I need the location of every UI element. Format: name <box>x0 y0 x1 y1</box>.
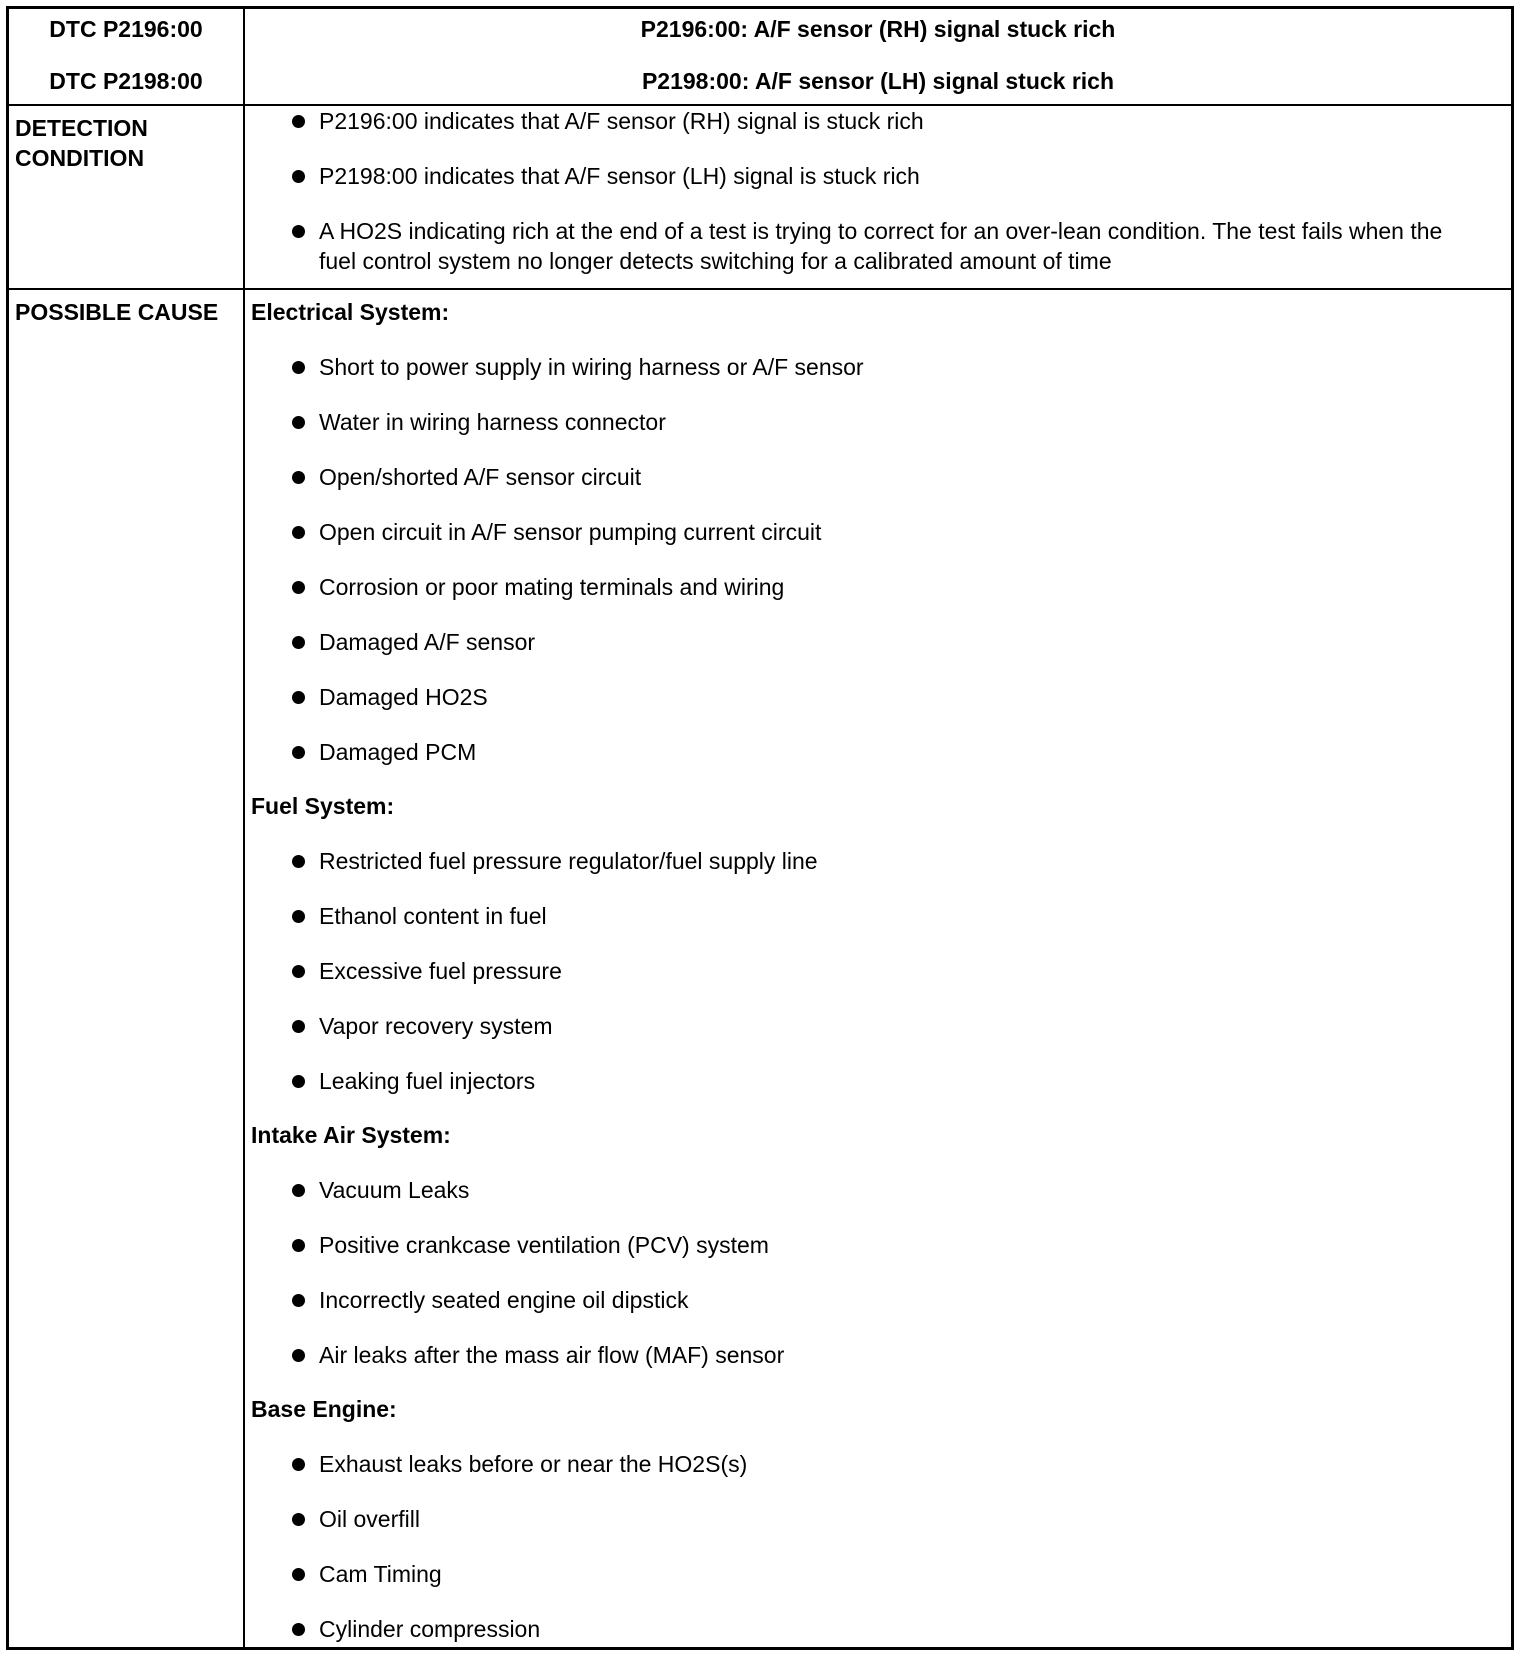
bullet-icon <box>292 746 305 759</box>
cause-item-text: Leaking fuel injectors <box>319 1068 536 1094</box>
cause-item-text: Damaged A/F sensor <box>319 629 536 655</box>
bullet-icon <box>292 636 305 649</box>
cause-item <box>245 956 1511 986</box>
cause-list <box>245 352 1511 767</box>
bullet-icon <box>292 581 305 594</box>
detection-condition-content <box>245 106 1511 288</box>
cause-item <box>245 737 1511 767</box>
bullet-icon <box>292 1458 305 1471</box>
cause-item <box>245 1559 1511 1589</box>
detection-list <box>245 106 1511 276</box>
cause-item <box>245 407 1511 437</box>
cause-item <box>245 352 1511 382</box>
cause-item-text: Restricted fuel pressure regulator/fuel supply line <box>319 848 818 874</box>
cause-group-title: Intake Air System: <box>251 1122 451 1148</box>
bullet-icon <box>292 1568 305 1581</box>
cause-item <box>245 1011 1511 1041</box>
cause-item <box>245 846 1511 876</box>
cause-list <box>245 846 1511 1096</box>
cause-item-text: Vapor recovery system <box>319 1013 553 1039</box>
bullet-icon <box>292 855 305 868</box>
detection-condition-row <box>9 106 1511 288</box>
cause-item <box>245 572 1511 602</box>
cause-item-text: Water in wiring harness connector <box>319 409 666 435</box>
cause-item <box>245 1340 1511 1370</box>
detection-condition-label-cell <box>9 106 243 288</box>
cause-item <box>245 1449 1511 1479</box>
cause-item-text: Damaged PCM <box>319 739 477 765</box>
cause-item <box>245 1230 1511 1260</box>
possible-cause-content <box>245 290 1511 1647</box>
cause-item-text: Cam Timing <box>319 1561 442 1587</box>
detection-label-line: DETECTION <box>15 115 148 141</box>
dtc-table <box>6 6 1514 1650</box>
dtc-title: P2196:00: A/F sensor (RH) signal stuck rich <box>640 16 1116 42</box>
bullet-icon <box>292 225 305 238</box>
possible-cause-groups <box>245 290 1511 1644</box>
bullet-icon <box>292 1075 305 1088</box>
detection-item <box>245 161 1511 191</box>
cause-item-text: Incorrectly seated engine oil dipstick <box>319 1287 689 1313</box>
cause-item-text: Oil overfill <box>319 1506 420 1532</box>
cause-item <box>245 462 1511 492</box>
bullet-icon <box>292 1349 305 1362</box>
bullet-icon <box>292 361 305 374</box>
detection-label-line: CONDITION <box>15 145 145 171</box>
possible-cause-label: POSSIBLE CAUSE <box>15 299 219 325</box>
cause-list <box>245 1449 1511 1644</box>
dtc-code: DTC P2196:00 <box>49 16 203 42</box>
cause-item <box>245 1285 1511 1315</box>
bullet-icon <box>292 170 305 183</box>
bullet-icon <box>292 115 305 128</box>
cause-item-text: Air leaks after the mass air flow (MAF) sensor <box>319 1342 785 1368</box>
dtc-title-cell <box>245 9 1511 104</box>
bullet-icon <box>292 416 305 429</box>
detection-item <box>245 106 1511 136</box>
bullet-icon <box>292 1623 305 1636</box>
bullet-icon <box>292 1239 305 1252</box>
cause-item-text: Open/shorted A/F sensor circuit <box>319 464 642 490</box>
cause-item <box>245 517 1511 547</box>
cause-list <box>245 1175 1511 1370</box>
bullet-icon <box>292 1513 305 1526</box>
dtc-title: P2198:00: A/F sensor (LH) signal stuck rich <box>641 68 1115 94</box>
bullet-icon <box>292 471 305 484</box>
bullet-icon <box>292 526 305 539</box>
cause-item-text: Vacuum Leaks <box>319 1177 470 1203</box>
cause-item-text: Exhaust leaks before or near the HO2S(s) <box>319 1451 748 1477</box>
cause-item <box>245 1175 1511 1205</box>
detection-item-text: P2198:00 indicates that A/F sensor (LH) signal is stuck rich <box>319 163 920 189</box>
cause-item-text: Open circuit in A/F sensor pumping current circuit <box>319 519 822 545</box>
cause-group-title: Fuel System: <box>251 793 395 819</box>
detection-item-text: P2196:00 indicates that A/F sensor (RH) signal is stuck rich <box>319 108 924 134</box>
bullet-icon <box>292 1020 305 1033</box>
header-row <box>9 9 1511 104</box>
cause-group-title: Base Engine: <box>251 1396 397 1422</box>
cause-item-text: Damaged HO2S <box>319 684 488 710</box>
bullet-icon <box>292 691 305 704</box>
cause-item-text: Excessive fuel pressure <box>319 958 562 984</box>
bullet-icon <box>292 965 305 978</box>
cause-item-text: Short to power supply in wiring harness or A/F sensor <box>319 354 864 380</box>
bullet-icon <box>292 1294 305 1307</box>
cause-item-text: Ethanol content in fuel <box>319 903 547 929</box>
cause-item <box>245 1066 1511 1096</box>
bullet-icon <box>292 1184 305 1197</box>
detection-item-text: A HO2S indicating rich at the end of a test is trying to correct for an over-lean condition. The test fails when the fuel control system no longer detects switching for a calibrated amount of time <box>319 218 1443 274</box>
bullet-icon <box>292 910 305 923</box>
detection-item <box>245 216 1511 276</box>
cause-item <box>245 1504 1511 1534</box>
possible-cause-label-cell <box>9 290 243 1647</box>
possible-cause-row <box>9 290 1511 1647</box>
cause-item-text: Cylinder compression <box>319 1616 541 1642</box>
cause-item-text: Positive crankcase ventilation (PCV) system <box>319 1232 769 1258</box>
cause-item <box>245 1614 1511 1644</box>
cause-item-text: Corrosion or poor mating terminals and wiring <box>319 574 785 600</box>
dtc-code: DTC P2198:00 <box>49 68 203 94</box>
dtc-code-cell <box>9 9 243 104</box>
cause-item <box>245 682 1511 712</box>
cause-item <box>245 627 1511 657</box>
cause-group-title: Electrical System: <box>251 299 450 325</box>
detection-condition-label <box>9 106 243 173</box>
cause-item <box>245 901 1511 931</box>
